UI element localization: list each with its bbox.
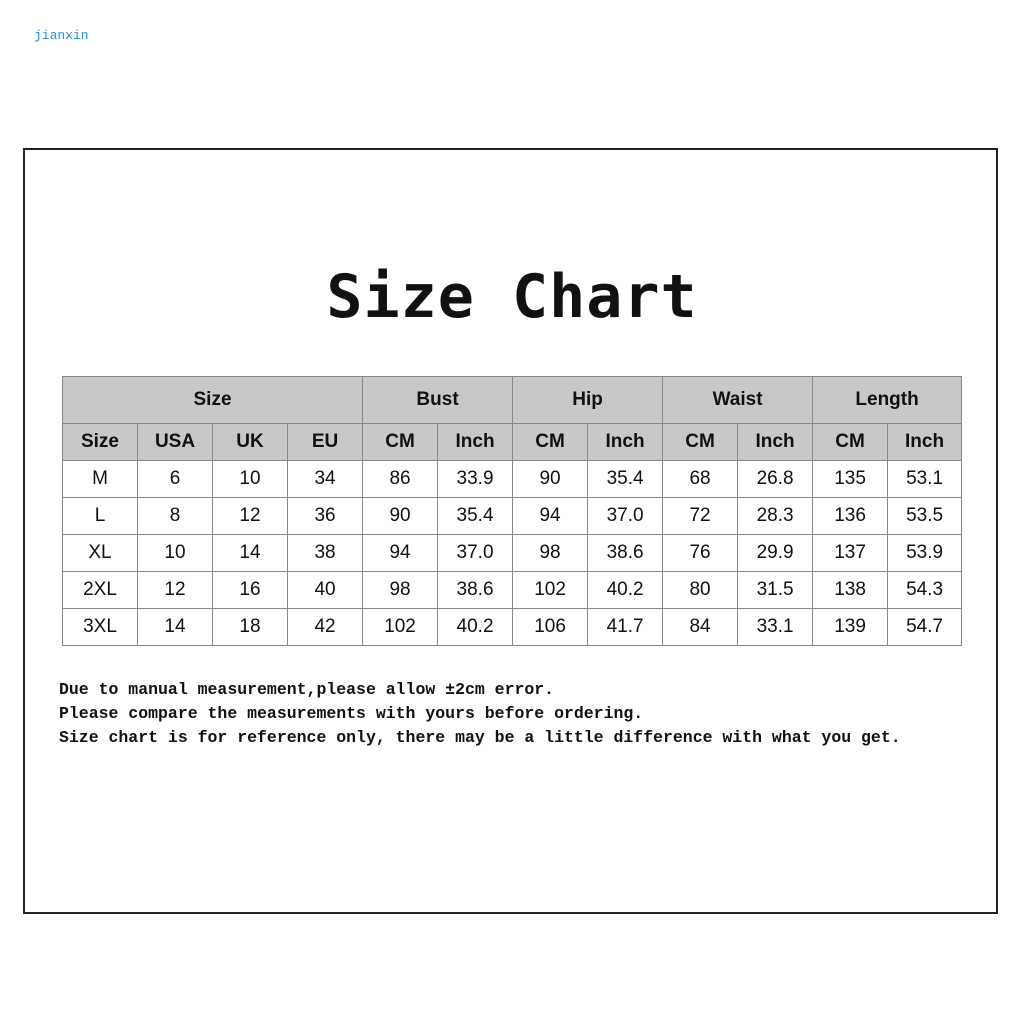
group-header-hip: Hip (513, 377, 663, 424)
table-cell: 94 (513, 498, 588, 535)
table-cell: 53.1 (888, 461, 962, 498)
table-cell: 68 (663, 461, 738, 498)
column-header: Inch (738, 424, 813, 461)
table-cell: 94 (363, 535, 438, 572)
table-cell: XL (63, 535, 138, 572)
table-cell: L (63, 498, 138, 535)
table-cell: 137 (813, 535, 888, 572)
table-cell: 28.3 (738, 498, 813, 535)
table-cell: 16 (213, 572, 288, 609)
table-cell: 38 (288, 535, 363, 572)
table-row (63, 498, 962, 535)
table-row (63, 535, 962, 572)
column-header-row (63, 424, 962, 461)
table-cell: 102 (513, 572, 588, 609)
column-header: CM (663, 424, 738, 461)
table-cell: 3XL (63, 609, 138, 646)
table-row (63, 572, 962, 609)
table-cell: 18 (213, 609, 288, 646)
column-header: CM (363, 424, 438, 461)
table-cell: 38.6 (438, 572, 513, 609)
table-cell: 72 (663, 498, 738, 535)
note-line: Please compare the measurements with yours before ordering. (59, 704, 644, 723)
table-cell: 80 (663, 572, 738, 609)
table-cell: 54.7 (888, 609, 962, 646)
table-cell: 33.1 (738, 609, 813, 646)
table-cell: 84 (663, 609, 738, 646)
table-cell: 139 (813, 609, 888, 646)
note-line: Size chart is for reference only, there may be a little difference with what you get. (59, 728, 901, 747)
column-header: UK (213, 424, 288, 461)
table-cell: 86 (363, 461, 438, 498)
table-cell: 12 (213, 498, 288, 535)
group-header-size: Size (63, 377, 363, 424)
table-cell: 42 (288, 609, 363, 646)
table-cell: 6 (138, 461, 213, 498)
table-cell: 37.0 (588, 498, 663, 535)
table-cell: 53.9 (888, 535, 962, 572)
table-cell: 35.4 (438, 498, 513, 535)
table-cell: 90 (513, 461, 588, 498)
table-cell: 10 (138, 535, 213, 572)
table-cell: 138 (813, 572, 888, 609)
table-cell: 36 (288, 498, 363, 535)
table-cell: 98 (363, 572, 438, 609)
table-cell: 135 (813, 461, 888, 498)
column-header: CM (813, 424, 888, 461)
note-line: Due to manual measurement,please allow ±2cm error. (59, 680, 555, 699)
table-cell: 14 (213, 535, 288, 572)
size-table (62, 376, 962, 646)
table-cell: 35.4 (588, 461, 663, 498)
column-header: EU (288, 424, 363, 461)
group-header-row (63, 377, 962, 424)
table-cell: 41.7 (588, 609, 663, 646)
table-row (63, 609, 962, 646)
table-cell: 102 (363, 609, 438, 646)
table-cell: 54.3 (888, 572, 962, 609)
table-row (63, 461, 962, 498)
table-cell: 106 (513, 609, 588, 646)
column-header: CM (513, 424, 588, 461)
table-cell: 26.8 (738, 461, 813, 498)
table-cell: 8 (138, 498, 213, 535)
table-cell: 29.9 (738, 535, 813, 572)
table-cell: 37.0 (438, 535, 513, 572)
table-cell: 2XL (63, 572, 138, 609)
size-notes (59, 678, 989, 750)
column-header: Inch (438, 424, 513, 461)
table-cell: 76 (663, 535, 738, 572)
table-cell: 31.5 (738, 572, 813, 609)
table-cell: 33.9 (438, 461, 513, 498)
table-cell: 34 (288, 461, 363, 498)
table-cell: 136 (813, 498, 888, 535)
group-header-waist: Waist (663, 377, 813, 424)
column-header: Size (63, 424, 138, 461)
table-cell: 12 (138, 572, 213, 609)
brand-watermark: jianxin (34, 28, 89, 43)
table-cell: 10 (213, 461, 288, 498)
table-cell: 38.6 (588, 535, 663, 572)
table-cell: 40.2 (588, 572, 663, 609)
page-title: Size Chart (326, 262, 698, 332)
column-header: USA (138, 424, 213, 461)
column-header: Inch (588, 424, 663, 461)
table-cell: 98 (513, 535, 588, 572)
column-header: Inch (888, 424, 962, 461)
table-cell: M (63, 461, 138, 498)
table-cell: 90 (363, 498, 438, 535)
group-header-length: Length (813, 377, 962, 424)
table-cell: 40.2 (438, 609, 513, 646)
group-header-bust: Bust (363, 377, 513, 424)
table-cell: 14 (138, 609, 213, 646)
table-cell: 40 (288, 572, 363, 609)
table-cell: 53.5 (888, 498, 962, 535)
